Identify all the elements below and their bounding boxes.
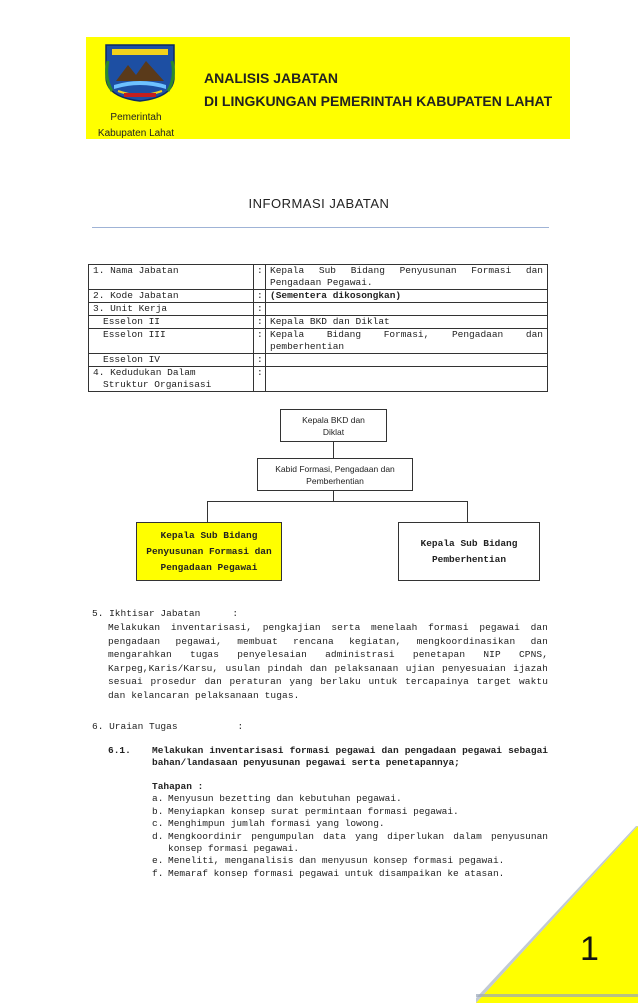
document-title: INFORMASI JABATAN bbox=[248, 196, 390, 211]
step-letter: c. bbox=[152, 818, 164, 830]
table-row bbox=[89, 303, 548, 316]
org-box-kasubbid-pemberhentian bbox=[398, 522, 540, 581]
org-box-kepala-bkd bbox=[280, 409, 387, 442]
org-box-line: Pemberhentian bbox=[306, 475, 364, 486]
step-text: Meneliti, menganalisis dan menyusun konsep formasi pegawai. bbox=[168, 855, 505, 867]
row-value bbox=[266, 367, 548, 392]
row-label: Esselon II bbox=[89, 316, 254, 329]
row-separator: : bbox=[254, 316, 266, 329]
org-box-line: Kepala Sub Bidang bbox=[160, 529, 258, 541]
stages-label: Tahapan : bbox=[152, 781, 204, 792]
page-corner-decoration bbox=[476, 826, 638, 1003]
task-title: Melakukan inventarisasi formasi pegawai dan pengadaan pegawai sebagai bahan/landasaan penyusunan pegawai serta penetapannya; bbox=[152, 745, 548, 769]
row-separator: : bbox=[254, 290, 266, 303]
step-letter: d. bbox=[152, 830, 164, 842]
org-connector bbox=[467, 501, 468, 522]
table-row bbox=[89, 329, 548, 354]
org-box-line: Pengadaan Pegawai bbox=[160, 561, 258, 573]
task-number: 6.1. bbox=[108, 745, 131, 756]
row-label bbox=[89, 367, 254, 392]
section-5-text: Melakukan inventarisasi, pengkajian serta menelaah formasi pegawai dan pengadaan pegawai, membuat rencana kegiatan, mengkoordinasikan dan mengarahkan tugas penyelesaian administrasi penetapan NIP CPNS, Karpeg,Karis/Karsu, usulan pindah dan pelaksanaan ujian penyesuaian ijazah sesuai prosedur dan peraturan yang berlaku untuk tercapainya target waktu dan kelancaran pelaksanaan tugas. bbox=[108, 622, 548, 701]
org-name-line2: Kabupaten Lahat bbox=[97, 128, 175, 139]
step-text: Mengkoordinir pengumpulan data yang diperlukan dalam penyusunan konsep formasi pegawai. bbox=[168, 830, 548, 855]
row-label: Esselon III bbox=[89, 329, 254, 354]
row-label: 2. Kode Jabatan bbox=[89, 290, 254, 303]
org-box-line: Pemberhentian bbox=[431, 553, 507, 565]
table-row bbox=[89, 367, 548, 392]
list-item bbox=[152, 806, 548, 818]
step-letter: b. bbox=[152, 805, 164, 817]
section-5-separator: : bbox=[232, 608, 239, 619]
section-5-heading bbox=[92, 607, 547, 621]
step-letter: a. bbox=[152, 793, 164, 805]
step-letter: f. bbox=[152, 867, 164, 879]
org-box-kasubbid-formasi bbox=[136, 522, 282, 581]
step-text: Menyiapkan konsep surat permintaan formasi pegawai. bbox=[168, 805, 459, 817]
row-separator: : bbox=[254, 367, 266, 392]
row-separator: : bbox=[254, 329, 266, 354]
title-divider bbox=[92, 227, 549, 228]
row-label-line1: 4. Kedudukan Dalam bbox=[93, 367, 196, 378]
row-value: Kepala Bidang Formasi, Pengadaan dan pemberhentian bbox=[266, 329, 548, 354]
row-label: Esselon IV bbox=[89, 354, 254, 367]
step-letter: e. bbox=[152, 855, 164, 867]
row-value: Kepala BKD dan Diklat bbox=[266, 316, 548, 329]
row-separator: : bbox=[254, 303, 266, 316]
table-row bbox=[89, 290, 548, 303]
section-6-heading bbox=[92, 720, 547, 734]
row-label-line2: Struktur Organisasi bbox=[103, 379, 212, 390]
header-title: ANALISIS JABATAN bbox=[204, 70, 339, 86]
table-row bbox=[89, 354, 548, 367]
list-item bbox=[152, 793, 548, 805]
row-separator: : bbox=[254, 265, 266, 290]
header-subtitle: DI LINGKUNGAN PEMERINTAH KABUPATEN LAHAT bbox=[204, 93, 553, 109]
org-box-line: Penyusunan Formasi dan bbox=[146, 545, 272, 557]
section-6-label: 6. Uraian Tugas bbox=[92, 721, 178, 732]
section-6-separator: : bbox=[237, 721, 244, 732]
org-connector bbox=[207, 501, 468, 502]
logo-caption bbox=[86, 110, 186, 142]
step-text: Menyusun bezetting dan kebutuhan pegawai. bbox=[168, 793, 402, 805]
regency-emblem-icon bbox=[100, 41, 180, 103]
org-connector bbox=[207, 501, 208, 522]
regency-logo bbox=[100, 41, 180, 103]
step-text: Menghimpun jumlah formasi yang lowong. bbox=[168, 818, 385, 830]
row-value bbox=[266, 354, 548, 367]
org-box-line: Kepala BKD dan bbox=[302, 414, 365, 425]
job-info-table bbox=[88, 264, 548, 392]
org-name-line1: Pemerintah bbox=[110, 112, 162, 123]
org-connector bbox=[333, 440, 334, 458]
row-separator: : bbox=[254, 354, 266, 367]
table-row bbox=[89, 316, 548, 329]
row-label: 3. Unit Kerja bbox=[89, 303, 254, 316]
table-row bbox=[89, 265, 548, 290]
org-box-line: Diklat bbox=[322, 426, 345, 437]
row-value bbox=[266, 303, 548, 316]
org-box-line: Kepala Sub Bidang bbox=[420, 537, 518, 549]
org-box-kabid bbox=[257, 458, 413, 491]
org-box-line: Kabid Formasi, Pengadaan dan bbox=[275, 463, 395, 474]
row-value: Kepala Sub Bidang Penyusunan Formasi dan Pengadaan Pegawai. bbox=[266, 265, 548, 290]
step-text: Memaraf konsep formasi pegawai untuk disampaikan ke atasan. bbox=[168, 867, 505, 879]
section-5-label: 5. Ikhtisar Jabatan bbox=[92, 608, 201, 619]
row-value: (Sementera dikosongkan) bbox=[266, 290, 548, 303]
row-label: 1. Nama Jabatan bbox=[89, 265, 254, 290]
page-number: 1 bbox=[580, 930, 599, 968]
